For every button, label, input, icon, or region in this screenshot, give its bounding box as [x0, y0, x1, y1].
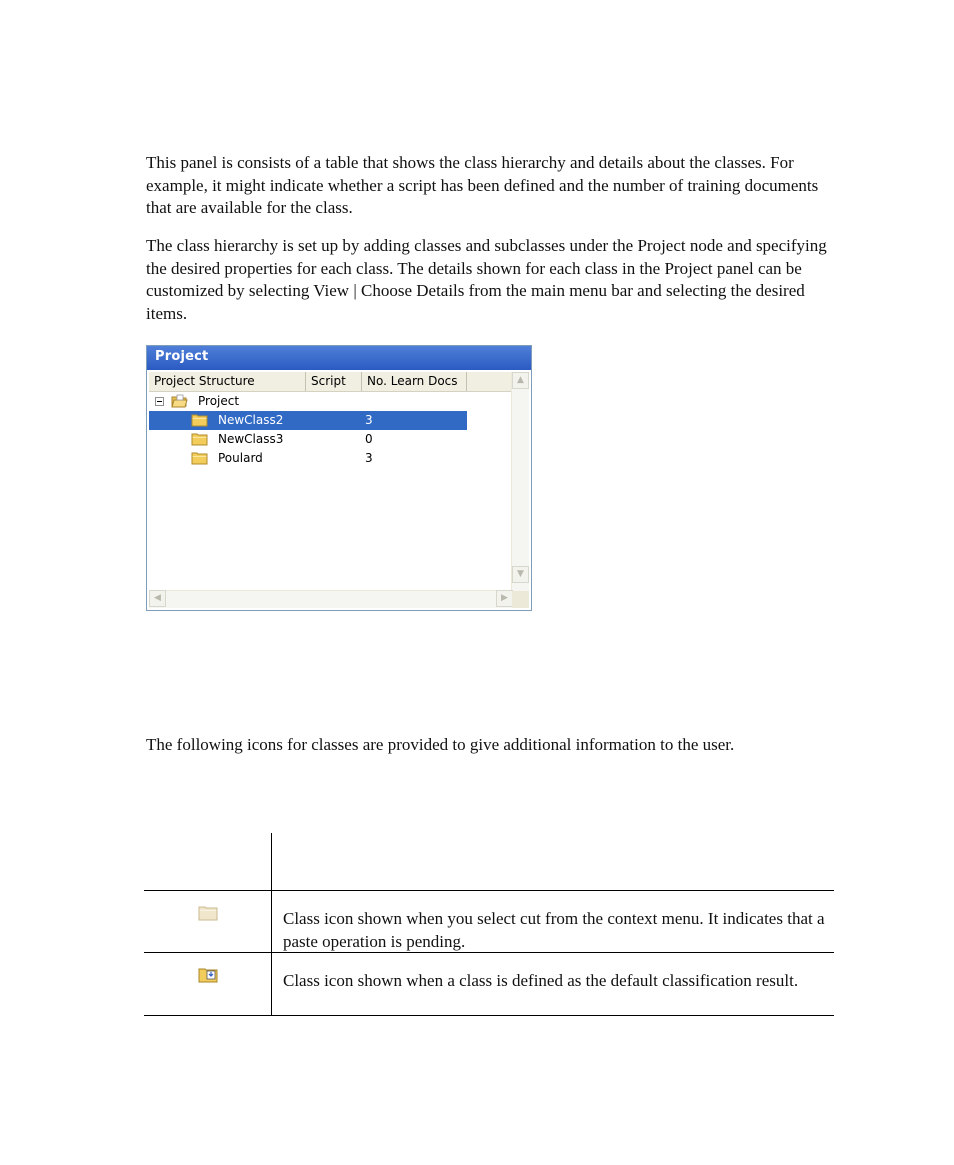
column-header-learn-docs[interactable]: No. Learn Docs [362, 372, 467, 391]
panel-title: Project [147, 346, 531, 370]
folder-icon [191, 451, 208, 465]
scroll-right-icon[interactable]: ▶ [496, 590, 513, 607]
icons-intro-paragraph: The following icons for classes are provided to give additional information to the user. [146, 735, 735, 754]
default-class-folder-icon [198, 966, 218, 983]
tree-row-project[interactable] [149, 392, 467, 411]
panel-body [149, 372, 529, 608]
tree-row-newclass3[interactable] [149, 430, 467, 449]
column-header-script[interactable]: Script [306, 372, 362, 391]
tree-label-newclass3: NewClass3 [218, 432, 284, 446]
tree-label-poulard: Poulard [218, 451, 263, 465]
table-rule [144, 1015, 834, 1016]
table-rule [144, 890, 834, 891]
tree-label-newclass2: NewClass2 [218, 413, 284, 427]
scroll-down-icon[interactable]: ▼ [512, 566, 529, 583]
intro-paragraph-1: This panel is consists of a table that shows the class hierarchy and details about the classes. For example, it might indicate whether a script has been defined and the number of training documents that are available for the class. [146, 153, 819, 217]
tree-row-newclass2[interactable] [149, 411, 467, 430]
horizontal-scrollbar[interactable] [149, 590, 513, 608]
project-tree [149, 392, 513, 617]
vertical-scrollbar[interactable] [511, 372, 529, 600]
column-header-row [149, 372, 513, 392]
learn-docs-count: 3 [365, 413, 373, 427]
tree-label-project: Project [198, 394, 240, 408]
table-divider [271, 833, 272, 1016]
scroll-up-icon[interactable]: ▲ [512, 372, 529, 389]
learn-docs-count: 3 [365, 451, 373, 465]
faded-folder-icon [198, 904, 218, 921]
minus-box-icon[interactable] [155, 397, 164, 406]
tree-row-poulard[interactable] [149, 449, 467, 468]
scrollbar-corner [512, 591, 529, 608]
project-panel [146, 345, 532, 611]
folder-icon [191, 413, 208, 427]
learn-docs-count: 0 [365, 432, 373, 446]
table-row-description: Class icon shown when you select cut from the context menu. It indicates that a paste operation is pending. [283, 909, 825, 951]
column-header-project-structure[interactable]: Project Structure [149, 372, 306, 391]
scroll-left-icon[interactable]: ◀ [149, 590, 166, 607]
intro-paragraph-2: The class hierarchy is set up by adding classes and subclasses under the Project node and specifying the desired properties for each class. The details shown for each class in the Project panel can be customized by selecting View | Choose Details from the main menu bar and selecting the desired items. [146, 236, 827, 323]
table-row-description: Class icon shown when a class is defined as the default classification result. [283, 971, 799, 990]
open-folder-icon [171, 394, 188, 408]
folder-icon [191, 432, 208, 446]
